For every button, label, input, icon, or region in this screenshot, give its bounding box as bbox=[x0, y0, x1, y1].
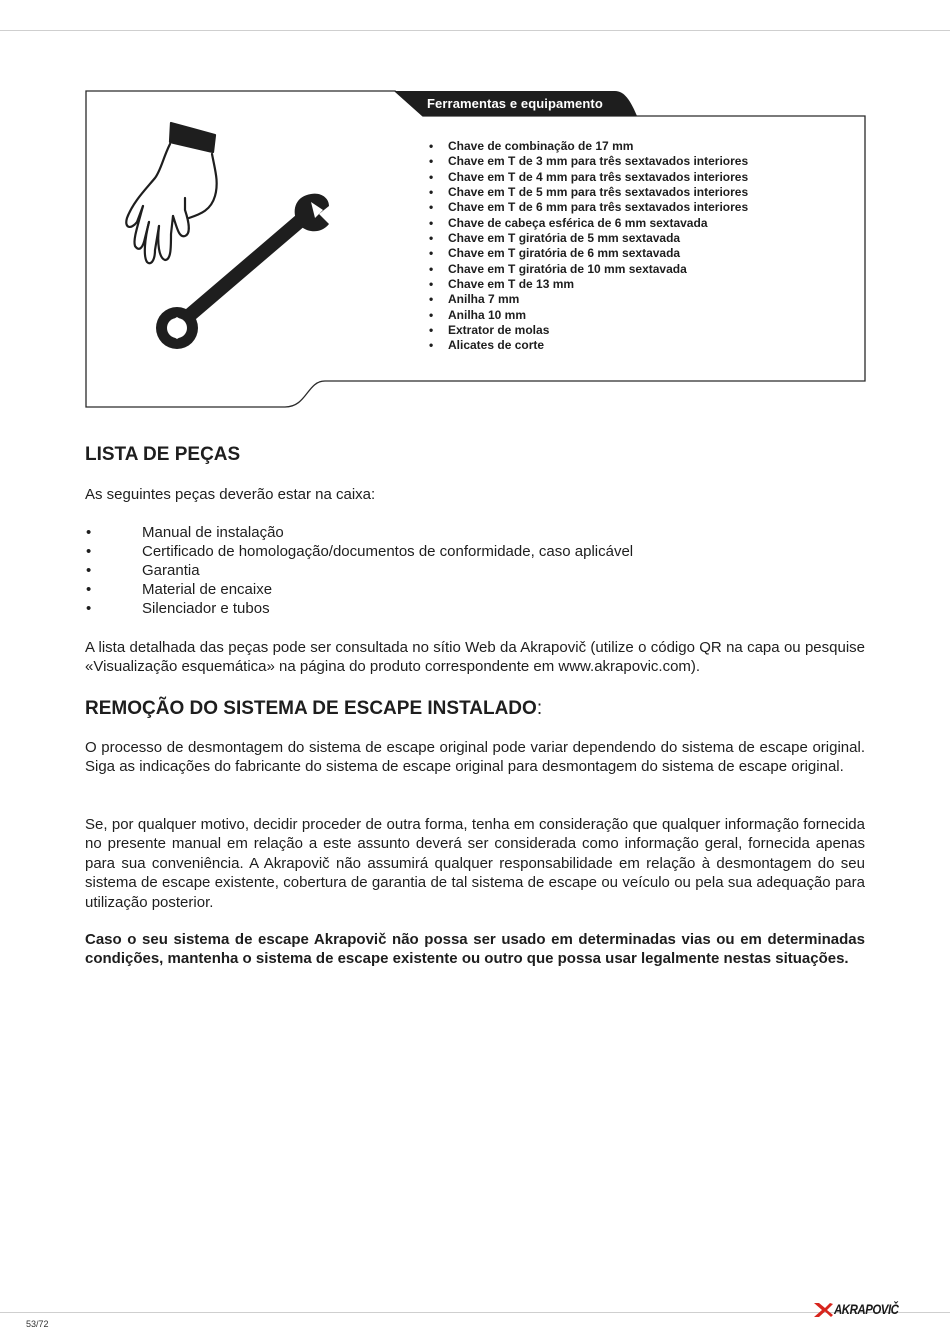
glove-icon bbox=[126, 123, 216, 263]
list-item: • Chave de cabeça esférica de 6 mm sextavada bbox=[428, 216, 748, 231]
removal-paragraph-2: Se, por qualquer motivo, decidir proceder de outra forma, tenha em consideração que qualquer informação fornecida no presente manual em relação a este assunto deverá ser considerada como informação geral, fornecida apenas para sua conveniência. A Akrapovič não assumirá qualquer responsabilidade em relação à desmontagem do seu sistema de escape existente, cobertura de garantia de tal sistema de escape ou veículo ou pela sua adequação para utilização posterior. bbox=[85, 816, 865, 911]
list-item: • Chave em T de 5 mm para três sextavados interiores bbox=[428, 185, 748, 200]
parts-heading: LISTA DE PEÇAS bbox=[85, 444, 241, 465]
page-number: 53/72 bbox=[26, 1319, 49, 1329]
removal-paragraph-3: Caso o seu sistema de escape Akrapovič não possa ser usado em determinadas vias ou em determinadas condições, mantenha o sistema de escape existente ou outro que possa usar legalmente nestas situações. bbox=[85, 931, 865, 968]
removal-heading-text: REMOÇÃO DO SISTEMA DE ESCAPE INSTALADO bbox=[85, 698, 537, 719]
wrench-icon bbox=[156, 194, 329, 349]
logo-text: AKRAPOVIČ bbox=[834, 1301, 899, 1317]
removal-paragraph-1: O processo de desmontagem do sistema de escape original pode variar dependendo do sistema de escape original. Siga as indicações do fabricante do sistema de escape original para desmontagem do sistema de escape original. bbox=[85, 739, 865, 776]
list-item: • Chave em T de 4 mm para três sextavados interiores bbox=[428, 170, 748, 185]
tools-heading: Ferramentas e equipamento bbox=[427, 96, 603, 111]
list-item: • Chave em T de 3 mm para três sextavados interiores bbox=[428, 154, 748, 169]
list-item: • Chave em T de 6 mm para três sextavados interiores bbox=[428, 200, 748, 215]
top-rule bbox=[0, 30, 950, 31]
list-item: • Chave de combinação de 17 mm bbox=[428, 139, 748, 154]
list-item: • Extrator de molas bbox=[428, 323, 748, 338]
parts-list bbox=[85, 523, 633, 618]
parts-note: A lista detalhada das peças pode ser consultada no sítio Web da Akrapovič (utilize o código QR na capa ou pesquise «Visualização esquemática» na página do produto correspondente em www.akrapovic.com). bbox=[85, 639, 865, 676]
list-item: • Anilha 10 mm bbox=[428, 308, 748, 323]
tools-list bbox=[428, 139, 748, 354]
list-item: • Chave em T de 13 mm bbox=[428, 277, 748, 292]
list-item: • Manual de instalação bbox=[85, 523, 633, 542]
scorpion-icon bbox=[812, 1301, 834, 1319]
list-item: • Chave em T giratória de 10 mm sextavada bbox=[428, 262, 748, 277]
glove-and-wrench-illustration bbox=[115, 118, 355, 368]
list-item: • Garantia bbox=[85, 561, 633, 580]
list-item: • Chave em T giratória de 5 mm sextavada bbox=[428, 231, 748, 246]
tools-box bbox=[85, 90, 866, 408]
akrapovic-logo bbox=[812, 1299, 902, 1321]
removal-heading bbox=[85, 698, 542, 720]
removal-heading-suffix: : bbox=[536, 698, 543, 719]
parts-intro: As seguintes peças deverão estar na caixa: bbox=[85, 486, 376, 503]
bottom-rule bbox=[0, 1312, 950, 1313]
list-item: • Certificado de homologação/documentos de conformidade, caso aplicável bbox=[85, 542, 633, 561]
list-item: • Anilha 7 mm bbox=[428, 292, 748, 307]
list-item: • Material de encaixe bbox=[85, 580, 633, 599]
list-item: • Chave em T giratória de 6 mm sextavada bbox=[428, 246, 748, 261]
list-item: • Silenciador e tubos bbox=[85, 599, 633, 618]
list-item: • Alicates de corte bbox=[428, 338, 748, 353]
